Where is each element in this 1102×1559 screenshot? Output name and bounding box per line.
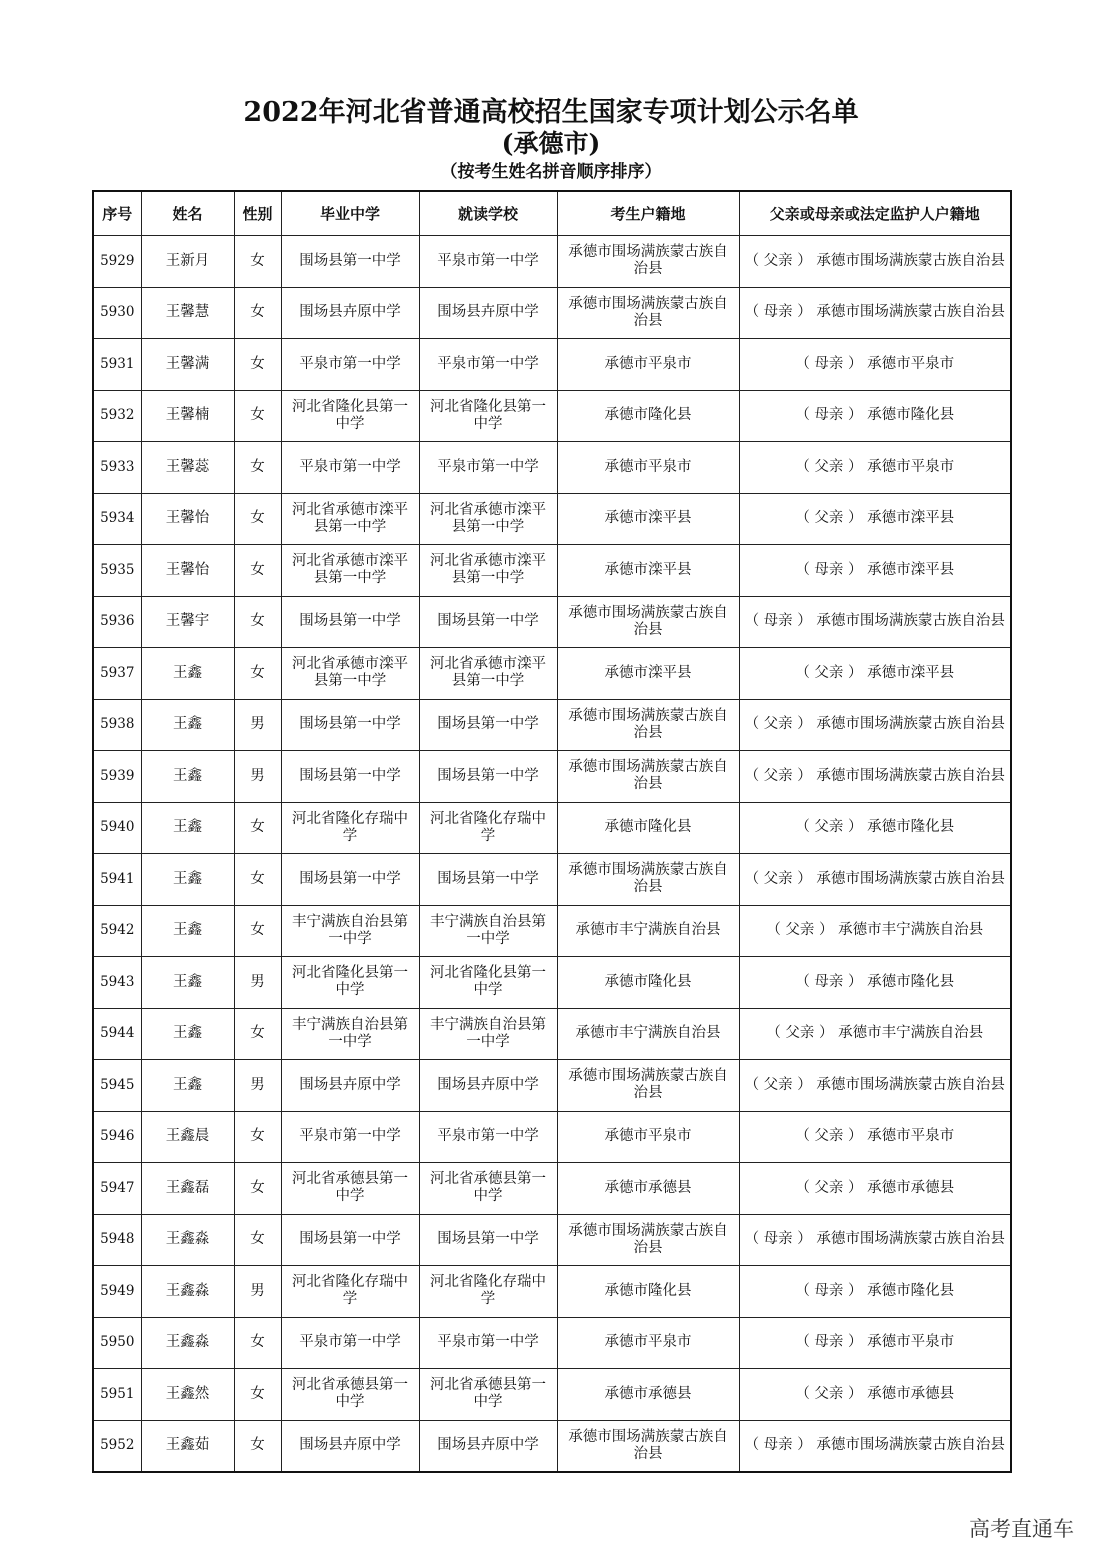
cell-student-hukou: 承德市围场满族蒙古族自治县	[557, 854, 739, 906]
table-row	[93, 287, 1011, 339]
cell-gender: 女	[234, 1008, 281, 1060]
cell-name: 王鑫	[141, 1008, 234, 1060]
cell-gender: 女	[234, 339, 281, 391]
cell-seq: 5939	[93, 751, 141, 803]
cell-student-hukou: 承德市滦平县	[557, 545, 739, 597]
cell-gender: 男	[234, 1060, 281, 1112]
cell-graduation-school: 围场县第一中学	[281, 1214, 419, 1266]
cell-guardian-hukou: （ 父亲 ） 承德市平泉市	[739, 1111, 1011, 1163]
cell-current-school: 河北省隆化县第一中学	[419, 957, 557, 1009]
cell-current-school: 丰宁满族自治县第一中学	[419, 905, 557, 957]
cell-name: 王馨楠	[141, 390, 234, 442]
cell-guardian-hukou: （ 父亲 ） 承德市丰宁满族自治县	[739, 1008, 1011, 1060]
cell-guardian-hukou: （ 父亲 ） 承德市滦平县	[739, 648, 1011, 700]
cell-guardian-hukou: （ 父亲 ） 承德市围场满族蒙古族自治县	[739, 1060, 1011, 1112]
cell-seq: 5934	[93, 493, 141, 545]
cell-student-hukou: 承德市围场满族蒙古族自治县	[557, 1420, 739, 1472]
table-row	[93, 802, 1011, 854]
cell-guardian-hukou: （ 母亲 ） 承德市平泉市	[739, 339, 1011, 391]
table-row	[93, 236, 1011, 288]
cell-name: 王鑫	[141, 648, 234, 700]
cell-graduation-school: 围场县第一中学	[281, 236, 419, 288]
cell-seq: 5938	[93, 699, 141, 751]
roster-table	[92, 190, 1012, 1473]
cell-seq: 5932	[93, 390, 141, 442]
col-header-current-school: 就读学校	[419, 191, 557, 236]
cell-current-school: 丰宁满族自治县第一中学	[419, 1008, 557, 1060]
cell-guardian-hukou: （ 父亲 ） 承德市隆化县	[739, 802, 1011, 854]
col-header-name: 姓名	[141, 191, 234, 236]
watermark: 高考直通车	[969, 1517, 1074, 1541]
cell-seq: 5931	[93, 339, 141, 391]
cell-gender: 女	[234, 1420, 281, 1472]
cell-current-school: 平泉市第一中学	[419, 236, 557, 288]
cell-gender: 女	[234, 493, 281, 545]
cell-graduation-school: 平泉市第一中学	[281, 339, 419, 391]
cell-seq: 5940	[93, 802, 141, 854]
cell-guardian-hukou: （ 母亲 ） 承德市围场满族蒙古族自治县	[739, 1214, 1011, 1266]
col-header-graduation-school: 毕业中学	[281, 191, 419, 236]
cell-name: 王馨怡	[141, 493, 234, 545]
cell-guardian-hukou: （ 父亲 ） 承德市滦平县	[739, 493, 1011, 545]
cell-name: 王馨蕊	[141, 442, 234, 494]
cell-gender: 女	[234, 287, 281, 339]
cell-graduation-school: 平泉市第一中学	[281, 1317, 419, 1369]
cell-gender: 女	[234, 1369, 281, 1421]
cell-gender: 女	[234, 854, 281, 906]
cell-current-school: 平泉市第一中学	[419, 1317, 557, 1369]
cell-student-hukou: 承德市滦平县	[557, 648, 739, 700]
cell-guardian-hukou: （ 母亲 ） 承德市隆化县	[739, 390, 1011, 442]
cell-name: 王鑫淼	[141, 1317, 234, 1369]
cell-name: 王鑫	[141, 905, 234, 957]
cell-gender: 女	[234, 236, 281, 288]
cell-current-school: 河北省隆化县第一中学	[419, 390, 557, 442]
cell-gender: 女	[234, 648, 281, 700]
cell-gender: 女	[234, 905, 281, 957]
cell-name: 王鑫	[141, 1060, 234, 1112]
cell-student-hukou: 承德市隆化县	[557, 1266, 739, 1318]
cell-name: 王馨怡	[141, 545, 234, 597]
cell-graduation-school: 围场县卉原中学	[281, 287, 419, 339]
cell-gender: 女	[234, 390, 281, 442]
cell-student-hukou: 承德市丰宁满族自治县	[557, 905, 739, 957]
table-row	[93, 1214, 1011, 1266]
cell-current-school: 河北省承德市滦平县第一中学	[419, 493, 557, 545]
cell-guardian-hukou: （ 父亲 ） 承德市承德县	[739, 1163, 1011, 1215]
cell-seq: 5929	[93, 236, 141, 288]
cell-current-school: 平泉市第一中学	[419, 1111, 557, 1163]
table-row	[93, 854, 1011, 906]
cell-student-hukou: 承德市平泉市	[557, 1317, 739, 1369]
cell-name: 王鑫淼	[141, 1214, 234, 1266]
cell-seq: 5933	[93, 442, 141, 494]
cell-seq: 5949	[93, 1266, 141, 1318]
col-header-guardian-hukou: 父亲或母亲或法定监护人户籍地	[739, 191, 1011, 236]
cell-guardian-hukou: （ 父亲 ） 承德市丰宁满族自治县	[739, 905, 1011, 957]
cell-graduation-school: 河北省隆化县第一中学	[281, 390, 419, 442]
col-header-student-hukou: 考生户籍地	[557, 191, 739, 236]
cell-guardian-hukou: （ 母亲 ） 承德市隆化县	[739, 957, 1011, 1009]
cell-student-hukou: 承德市平泉市	[557, 339, 739, 391]
cell-guardian-hukou: （ 父亲 ） 承德市围场满族蒙古族自治县	[739, 236, 1011, 288]
cell-seq: 5945	[93, 1060, 141, 1112]
table-row	[93, 1163, 1011, 1215]
table-row	[93, 1317, 1011, 1369]
cell-seq: 5941	[93, 854, 141, 906]
table-row	[93, 1060, 1011, 1112]
cell-gender: 女	[234, 596, 281, 648]
cell-seq: 5944	[93, 1008, 141, 1060]
cell-name: 王鑫然	[141, 1369, 234, 1421]
cell-current-school: 河北省隆化存瑞中学	[419, 802, 557, 854]
table-row	[93, 1266, 1011, 1318]
cell-student-hukou: 承德市平泉市	[557, 1111, 739, 1163]
cell-seq: 5951	[93, 1369, 141, 1421]
cell-gender: 女	[234, 1214, 281, 1266]
cell-graduation-school: 围场县卉原中学	[281, 1420, 419, 1472]
cell-name: 王鑫茹	[141, 1420, 234, 1472]
cell-gender: 女	[234, 1111, 281, 1163]
table-row	[93, 493, 1011, 545]
cell-guardian-hukou: （ 母亲 ） 承德市滦平县	[739, 545, 1011, 597]
cell-graduation-school: 围场县第一中学	[281, 596, 419, 648]
cell-name: 王鑫	[141, 699, 234, 751]
cell-guardian-hukou: （ 母亲 ） 承德市隆化县	[739, 1266, 1011, 1318]
table-row	[93, 1111, 1011, 1163]
cell-name: 王馨宇	[141, 596, 234, 648]
cell-seq: 5935	[93, 545, 141, 597]
table-header-row	[93, 191, 1011, 236]
cell-current-school: 河北省承德县第一中学	[419, 1369, 557, 1421]
cell-seq: 5946	[93, 1111, 141, 1163]
cell-graduation-school: 围场县第一中学	[281, 751, 419, 803]
table-row	[93, 751, 1011, 803]
cell-graduation-school: 河北省承德县第一中学	[281, 1163, 419, 1215]
cell-seq: 5937	[93, 648, 141, 700]
cell-graduation-school: 围场县第一中学	[281, 699, 419, 751]
cell-student-hukou: 承德市围场满族蒙古族自治县	[557, 1214, 739, 1266]
cell-student-hukou: 承德市围场满族蒙古族自治县	[557, 287, 739, 339]
cell-graduation-school: 河北省隆化县第一中学	[281, 957, 419, 1009]
cell-guardian-hukou: （ 父亲 ） 承德市围场满族蒙古族自治县	[739, 854, 1011, 906]
cell-student-hukou: 承德市滦平县	[557, 493, 739, 545]
cell-gender: 男	[234, 751, 281, 803]
cell-graduation-school: 围场县卉原中学	[281, 1060, 419, 1112]
cell-graduation-school: 河北省承德市滦平县第一中学	[281, 545, 419, 597]
cell-student-hukou: 承德市平泉市	[557, 442, 739, 494]
cell-graduation-school: 河北省承德市滦平县第一中学	[281, 493, 419, 545]
cell-graduation-school: 围场县第一中学	[281, 854, 419, 906]
cell-gender: 女	[234, 545, 281, 597]
cell-guardian-hukou: （ 母亲 ） 承德市平泉市	[739, 1317, 1011, 1369]
cell-gender: 男	[234, 1266, 281, 1318]
cell-seq: 5942	[93, 905, 141, 957]
table-row	[93, 648, 1011, 700]
cell-graduation-school: 丰宁满族自治县第一中学	[281, 905, 419, 957]
sort-note: （按考生姓名拼音顺序排序）	[440, 162, 662, 182]
cell-guardian-hukou: （ 母亲 ） 承德市围场满族蒙古族自治县	[739, 1420, 1011, 1472]
cell-seq: 5948	[93, 1214, 141, 1266]
cell-student-hukou: 承德市围场满族蒙古族自治县	[557, 751, 739, 803]
cell-name: 王鑫淼	[141, 1266, 234, 1318]
cell-name: 王馨满	[141, 339, 234, 391]
cell-guardian-hukou: （ 父亲 ） 承德市围场满族蒙古族自治县	[739, 751, 1011, 803]
cell-current-school: 河北省承德县第一中学	[419, 1163, 557, 1215]
cell-name: 王鑫磊	[141, 1163, 234, 1215]
cell-guardian-hukou: （ 母亲 ） 承德市围场满族蒙古族自治县	[739, 287, 1011, 339]
document-title: 2022年河北省普通高校招生国家专项计划公示名单	[243, 97, 859, 128]
cell-graduation-school: 丰宁满族自治县第一中学	[281, 1008, 419, 1060]
cell-gender: 女	[234, 1163, 281, 1215]
table-row	[93, 1420, 1011, 1472]
cell-current-school: 河北省隆化存瑞中学	[419, 1266, 557, 1318]
table-row	[93, 390, 1011, 442]
cell-graduation-school: 平泉市第一中学	[281, 442, 419, 494]
cell-name: 王鑫	[141, 802, 234, 854]
cell-student-hukou: 承德市承德县	[557, 1163, 739, 1215]
cell-graduation-school: 河北省承德县第一中学	[281, 1369, 419, 1421]
cell-gender: 女	[234, 1317, 281, 1369]
cell-student-hukou: 承德市丰宁满族自治县	[557, 1008, 739, 1060]
cell-student-hukou: 承德市承德县	[557, 1369, 739, 1421]
cell-gender: 男	[234, 699, 281, 751]
table-row	[93, 1008, 1011, 1060]
cell-student-hukou: 承德市隆化县	[557, 957, 739, 1009]
cell-current-school: 围场县卉原中学	[419, 1420, 557, 1472]
table-row	[93, 699, 1011, 751]
cell-seq: 5950	[93, 1317, 141, 1369]
cell-student-hukou: 承德市围场满族蒙古族自治县	[557, 1060, 739, 1112]
table-row	[93, 957, 1011, 1009]
cell-current-school: 围场县卉原中学	[419, 287, 557, 339]
table-row	[93, 596, 1011, 648]
cell-student-hukou: 承德市隆化县	[557, 802, 739, 854]
cell-guardian-hukou: （ 母亲 ） 承德市围场满族蒙古族自治县	[739, 596, 1011, 648]
cell-current-school: 围场县第一中学	[419, 1214, 557, 1266]
cell-student-hukou: 承德市围场满族蒙古族自治县	[557, 236, 739, 288]
cell-gender: 女	[234, 442, 281, 494]
cell-gender: 男	[234, 957, 281, 1009]
cell-current-school: 围场县第一中学	[419, 854, 557, 906]
cell-student-hukou: 承德市围场满族蒙古族自治县	[557, 596, 739, 648]
cell-gender: 女	[234, 802, 281, 854]
cell-seq: 5947	[93, 1163, 141, 1215]
cell-guardian-hukou: （ 父亲 ） 承德市平泉市	[739, 442, 1011, 494]
cell-current-school: 围场县卉原中学	[419, 1060, 557, 1112]
table-row	[93, 905, 1011, 957]
cell-guardian-hukou: （ 父亲 ） 承德市承德县	[739, 1369, 1011, 1421]
cell-student-hukou: 承德市围场满族蒙古族自治县	[557, 699, 739, 751]
cell-current-school: 围场县第一中学	[419, 596, 557, 648]
cell-guardian-hukou: （ 父亲 ） 承德市围场满族蒙古族自治县	[739, 699, 1011, 751]
cell-name: 王馨慧	[141, 287, 234, 339]
cell-seq: 5952	[93, 1420, 141, 1472]
cell-name: 王鑫	[141, 957, 234, 1009]
table-row	[93, 339, 1011, 391]
cell-graduation-school: 河北省承德市滦平县第一中学	[281, 648, 419, 700]
cell-graduation-school: 平泉市第一中学	[281, 1111, 419, 1163]
cell-current-school: 围场县第一中学	[419, 751, 557, 803]
col-header-seq: 序号	[93, 191, 141, 236]
cell-seq: 5943	[93, 957, 141, 1009]
cell-current-school: 河北省承德市滦平县第一中学	[419, 545, 557, 597]
cell-name: 王鑫	[141, 854, 234, 906]
cell-current-school: 平泉市第一中学	[419, 339, 557, 391]
col-header-gender: 性别	[234, 191, 281, 236]
table-row	[93, 545, 1011, 597]
cell-current-school: 河北省承德市滦平县第一中学	[419, 648, 557, 700]
table-row	[93, 442, 1011, 494]
document-subtitle: (承德市)	[501, 129, 601, 158]
cell-seq: 5936	[93, 596, 141, 648]
cell-student-hukou: 承德市隆化县	[557, 390, 739, 442]
cell-name: 王鑫晨	[141, 1111, 234, 1163]
cell-current-school: 围场县第一中学	[419, 699, 557, 751]
cell-graduation-school: 河北省隆化存瑞中学	[281, 1266, 419, 1318]
cell-seq: 5930	[93, 287, 141, 339]
table-row	[93, 1369, 1011, 1421]
cell-current-school: 平泉市第一中学	[419, 442, 557, 494]
cell-name: 王鑫	[141, 751, 234, 803]
cell-name: 王新月	[141, 236, 234, 288]
cell-graduation-school: 河北省隆化存瑞中学	[281, 802, 419, 854]
